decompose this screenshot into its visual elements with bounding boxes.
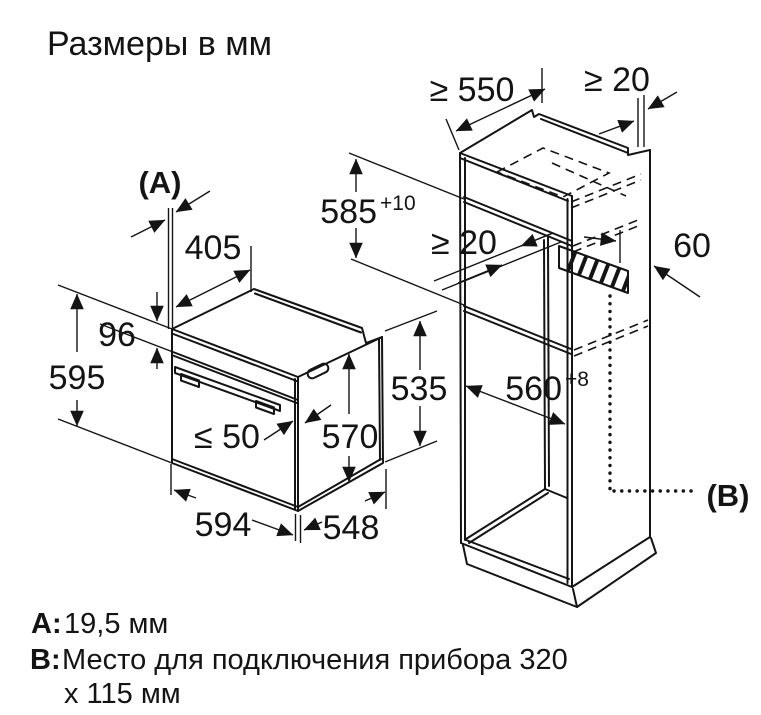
dim-585-tolerance: +10 <box>380 192 416 215</box>
dim-min550-label: ≥ 550 <box>429 71 515 109</box>
connection-area-hatch <box>552 240 646 336</box>
dim-570-label: 570 <box>321 418 379 456</box>
dim-560 <box>466 368 589 424</box>
legend <box>30 608 568 710</box>
page-title: Размеры в мм <box>47 25 273 63</box>
side-handle-hole <box>306 362 330 380</box>
ext-bottom <box>58 419 172 463</box>
dim-585-label: 585 <box>320 193 377 231</box>
connection-leader-dotted <box>610 296 697 491</box>
cabinet-body <box>460 110 697 607</box>
legend-a-value: 19,5 мм <box>64 608 169 640</box>
dim-96-label: 96 <box>98 316 136 354</box>
dim-535 <box>385 311 447 462</box>
legend-a-key: A: <box>31 608 62 640</box>
dim-mid-gap-label: ≥ 20 <box>431 224 497 262</box>
legend-b-line2: х 115 мм <box>64 678 181 710</box>
dim-570 <box>322 354 379 482</box>
cabinet-plinth <box>463 538 656 607</box>
dim-top-gap <box>584 61 677 147</box>
dim-60-label: 60 <box>673 227 711 265</box>
legend-b-key: B: <box>30 644 61 676</box>
dim-560-tolerance: +8 <box>565 368 589 391</box>
oven-drawing <box>49 165 448 547</box>
cabinet-drawing <box>320 61 749 607</box>
dim-595 <box>49 294 106 426</box>
dim-le50-label: ≤ 50 <box>194 418 260 456</box>
dim-535-label: 535 <box>390 370 448 408</box>
dim-le50 <box>194 405 331 456</box>
label-a: (A) <box>138 165 182 200</box>
legend-b-line1: Место для подключения прибора 320 <box>62 644 568 676</box>
dim-top-gap-label: ≥ 20 <box>584 61 650 99</box>
dim-560-label: 560 <box>505 370 562 408</box>
dim-548-label: 548 <box>322 509 380 547</box>
oven-body <box>172 289 383 511</box>
dim-594-label: 594 <box>194 506 252 544</box>
dim-595-label: 595 <box>48 359 106 397</box>
label-b: (B) <box>706 478 750 513</box>
dim-405-label: 405 <box>184 229 242 267</box>
